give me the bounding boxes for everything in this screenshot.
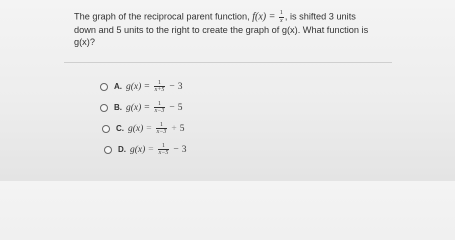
expr-lhs: g(x) — [130, 144, 146, 155]
fraction-numerator: 1 — [162, 142, 166, 149]
expr-equals: = — [144, 81, 150, 92]
parent-function-fraction — [279, 10, 284, 24]
option-d[interactable] — [104, 139, 186, 160]
fraction-denominator: x−3 — [156, 129, 167, 135]
fraction-denominator: x−5 — [158, 150, 169, 156]
expr-operator: − — [173, 144, 179, 155]
expr-equals: = — [144, 102, 150, 113]
expr-fraction — [154, 101, 166, 115]
question-part2: , is shifted 3 units — [284, 11, 356, 22]
radio-button[interactable] — [104, 146, 112, 154]
option-expression — [126, 80, 182, 94]
expr-equals: = — [148, 144, 154, 155]
fraction-denominator: x+5 — [154, 87, 165, 93]
option-expression — [126, 101, 182, 115]
option-letter: B. — [114, 103, 122, 112]
expr-constant: 3 — [177, 81, 183, 92]
expr-lhs: g(x) — [128, 123, 144, 134]
radio-button[interactable] — [100, 104, 108, 112]
option-letter: D. — [118, 145, 126, 154]
expr-operator: − — [169, 81, 175, 92]
option-c[interactable] — [102, 118, 186, 139]
question-text — [74, 10, 374, 48]
question-line3: g(x)? — [74, 37, 95, 47]
parent-function-lhs: f(x) = — [252, 11, 278, 23]
answer-options — [100, 76, 186, 160]
expr-equals: = — [146, 123, 152, 134]
expr-lhs: g(x) — [126, 81, 142, 92]
question-line2: down and 5 units to the right to create the graph of g(x). What function is — [74, 25, 369, 35]
expr-fraction — [158, 143, 170, 157]
expr-constant: 5 — [177, 102, 183, 113]
fraction-numerator: 1 — [158, 79, 162, 86]
radio-button[interactable] — [102, 125, 110, 133]
option-letter: C. — [116, 124, 124, 133]
option-expression — [130, 143, 186, 157]
expr-constant: 5 — [179, 123, 185, 134]
expr-constant: 3 — [181, 144, 187, 155]
fraction-denominator: x — [280, 17, 283, 24]
fraction-numerator: 1 — [279, 10, 283, 16]
expr-fraction — [156, 122, 168, 136]
expr-lhs: g(x) — [126, 102, 142, 113]
radio-button[interactable] — [100, 83, 108, 91]
fraction-numerator: 1 — [158, 100, 162, 107]
expr-operator: + — [171, 123, 177, 134]
option-expression — [128, 122, 184, 136]
question-part1: The graph of the reciprocal parent function, — [74, 11, 253, 22]
option-b[interactable] — [100, 97, 186, 118]
option-a[interactable] — [100, 76, 186, 97]
option-letter: A. — [114, 82, 122, 91]
divider — [64, 62, 392, 63]
expr-fraction — [154, 80, 166, 94]
fraction-numerator: 1 — [160, 121, 164, 128]
fraction-denominator: x−3 — [154, 108, 165, 114]
expr-operator: − — [169, 102, 175, 113]
